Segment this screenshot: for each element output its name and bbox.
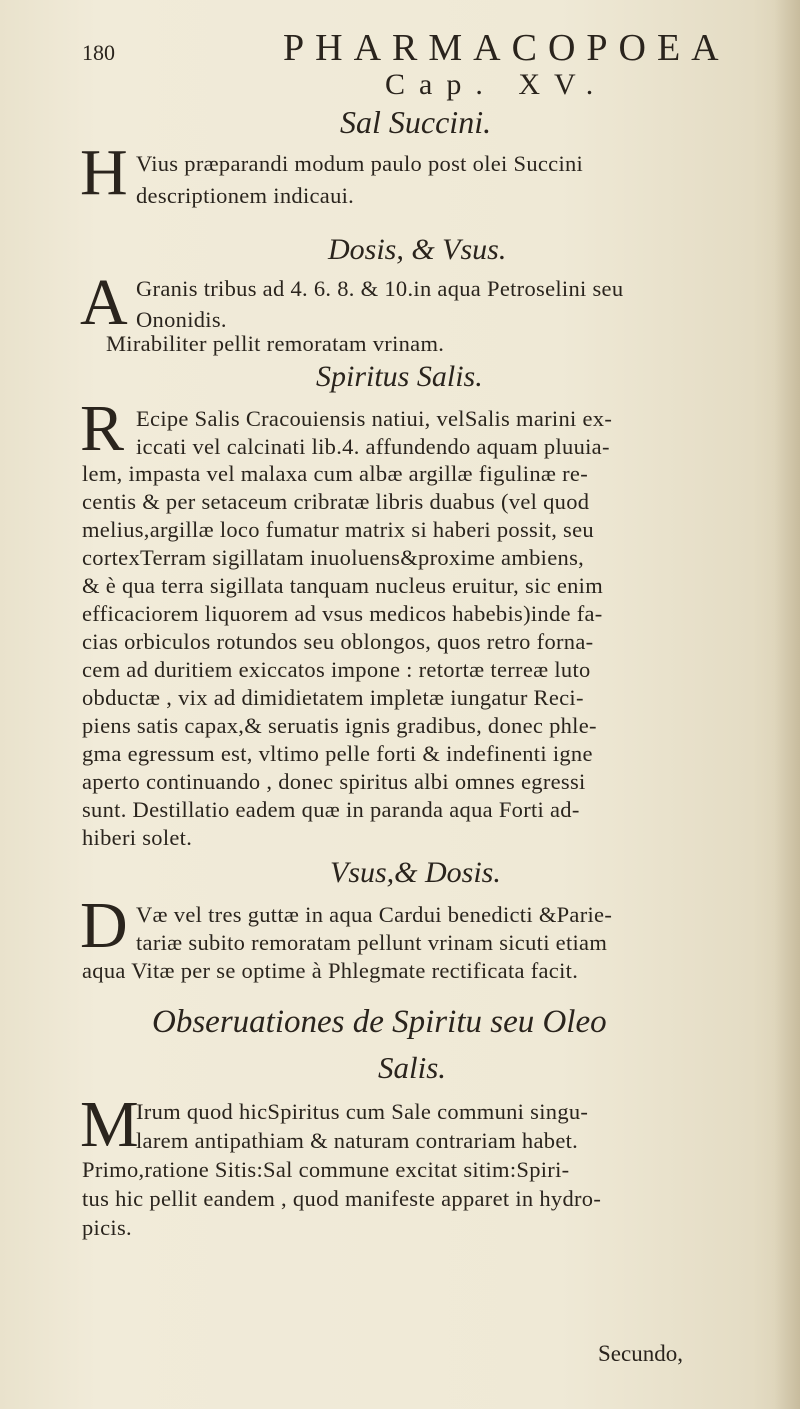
section-title-spiritus-salis: Spiritus Salis.	[316, 360, 483, 393]
text-line: cem ad duritiem exiccatos impone : retortæ terreæ luto	[82, 657, 591, 682]
text-line: Ononidis.	[136, 307, 227, 332]
text-line: hiberi solet.	[82, 825, 193, 850]
chapter-heading: Cap. XV.	[385, 68, 608, 101]
section-title-sal-succini: Sal Succini.	[340, 104, 492, 140]
text-line: Mirabiliter pellit remoratam vrinam.	[106, 331, 445, 356]
text-line: aqua Vitæ per se optime à Phlegmate rectificata facit.	[82, 958, 579, 983]
text-line: melius,argillæ loco fumatur matrix si haberi possit, seu	[82, 517, 594, 542]
section-title-obseruationes: Obseruationes de Spiritu seu Oleo	[152, 1004, 607, 1040]
running-head: PHARMACOPOEA	[283, 27, 730, 69]
drop-initial-m: M	[80, 1088, 139, 1161]
text-line: tus hic pellit eandem , quod manifeste apparet in hydro-	[82, 1186, 602, 1211]
text-line: larem antipathiam & naturam contrariam habet.	[136, 1128, 579, 1153]
text-line: sunt. Destillatio eadem quæ in paranda aqua Forti ad-	[82, 797, 580, 822]
section-title-obseruationes-line-2: Salis.	[378, 1050, 447, 1085]
page-number: 180	[82, 40, 115, 65]
text-line: gma egressum est, vltimo pelle forti & indefinenti igne	[82, 741, 593, 766]
text-line: picis.	[82, 1215, 132, 1240]
text-line: & è qua terra sigillata tanquam nucleus eruitur, sic enim	[82, 573, 604, 598]
text-line: cias orbiculos rotundos seu oblongos, quos retro forna-	[82, 629, 594, 654]
section-title-vsus-dosis: Vsus,& Dosis.	[330, 856, 501, 889]
text-line: descriptionem indicaui.	[136, 183, 355, 208]
text-line: Væ vel tres guttæ in aqua Cardui benedicti &Parie-	[136, 902, 613, 927]
text-line: Primo,ratione Sitis:Sal commune excitat sitim:Spiri-	[82, 1157, 570, 1182]
text-line: centis & per setaceum cribratæ libris duabus (vel quod	[82, 489, 590, 514]
drop-initial-r: R	[80, 392, 125, 465]
text-line: iccati vel calcinati lib.4. affundendo aquam pluuia-	[136, 434, 610, 459]
text-line: obductæ , vix ad dimidietatem impletæ iungatur Reci-	[82, 685, 584, 710]
text-line: piens satis capax,& seruatis ignis gradibus, donec phle-	[82, 713, 597, 738]
text-line: Irum quod hicSpiritus cum Sale communi singu-	[136, 1099, 589, 1124]
text-line: Ecipe Salis Cracouiensis natiui, velSalis marini ex-	[136, 406, 613, 431]
text-line: Vius præparandi modum paulo post olei Succini	[136, 151, 584, 176]
text-line: aperto continuando , donec spiritus albi omnes egressi	[82, 769, 586, 794]
text-line: Granis tribus ad 4. 6. 8. & 10.in aqua Petroselini seu	[136, 276, 624, 301]
catchword: Secundo,	[598, 1341, 683, 1366]
drop-initial-h: H	[80, 136, 128, 209]
drop-initial-a: A	[80, 266, 128, 339]
text-line: lem, impasta vel malaxa cum albæ argillæ figulinæ re-	[82, 461, 588, 486]
text-line: tariæ subito remoratam pellunt vrinam sicuti etiam	[136, 930, 608, 955]
text-line: efficaciorem liquorem ad vsus medicos habebis)inde fa-	[82, 601, 603, 626]
drop-initial-d: D	[80, 889, 128, 962]
section-title-dosis-vsus: Dosis, & Vsus.	[328, 233, 507, 266]
text-line: cortexTerram sigillatam inuoluens&proxime ambiens,	[82, 545, 585, 570]
